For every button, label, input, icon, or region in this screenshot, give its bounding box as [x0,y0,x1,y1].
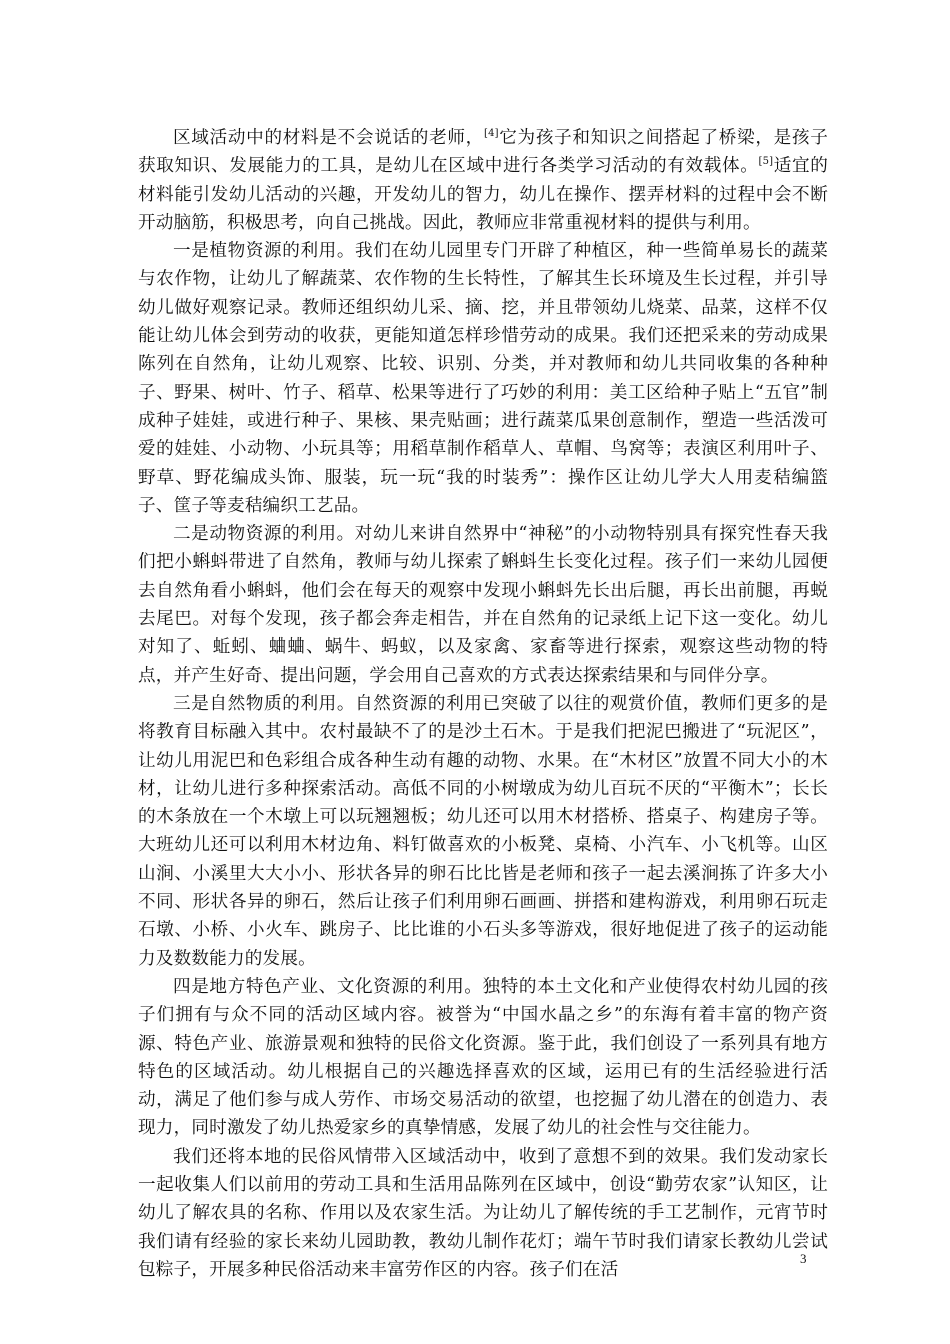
paragraph-materials [138,124,828,237]
paragraph-text: 适宜的材料能引发幼儿活动的兴趣，开发幼儿的智力，幼儿在操作、摆弄材料的过程中会不断开动脑筋，积极思考，向自己挑战。因此，教师应非常重视材料的提供与利用。 [138,156,828,233]
document-body [138,124,828,1284]
paragraph-plant-resources: 一是植物资源的利用。我们在幼儿园里专门开辟了种植区，种一些简单易长的蔬菜与农作物，让幼儿了解蔬菜、农作物的生长特性，了解其生长环境及生长过程，并引导幼儿做好观察记录。教师还组织幼儿采、摘、挖，并且带领幼儿烧菜、品菜，这样不仅能让幼儿体会到劳动的收获，更能知道怎样珍惜劳动的成果。我们还把采来的劳动成果陈列在自然角，让幼儿观察、比较、识别、分类，并对教师和幼儿共同收集的各种种子、野果、树叶、竹子、稻草、松果等进行了巧妙的利用：美工区给种子贴上“五官”制成种子娃娃，或进行种子、果核、果壳贴画；进行蔬菜瓜果创意制作，塑造一些活泼可爱的娃娃、小动物、小玩具等；用稻草制作稻草人、草帽、鸟窝等；表演区利用叶子、野草、野花编成头饰、服装，玩一玩“我的时装秀”：操作区让幼儿学大人用麦秸编篮子、筐子等麦秸编织工艺品。 [138,241,828,516]
citation-5: [5] [758,156,774,168]
paragraph-folk-customs: 我们还将本地的民俗风情带入区域活动中，收到了意想不到的效果。我们发动家长一起收集人们以前用的劳动工具和生活用品陈列在区域中，创设“勤劳农家”认知区，让幼儿了解农具的名称、作用以及农家生活。为让幼儿了解传统的手工艺制作，元宵节时我们请有经验的家长来幼儿园助教，教幼儿制作花灯；端午节时我们请家长教幼儿尝试包粽子，开展多种民俗活动来丰富劳作区的内容。孩子们在活 [138,1146,828,1280]
paragraph-local-culture: 四是地方特色产业、文化资源的利用。独特的本土文化和产业使得农村幼儿园的孩子们拥有与众不同的活动区域内容。被誉为“中国水晶之乡”的东海有着丰富的物产资源、特色产业、旅游景观和独特的民俗文化资源。鉴于此，我们创设了一系列具有地方特色的区域活动。幼儿根据自己的兴趣选择喜欢的区域，运用已有的生活经验进行活动，满足了他们参与成人劳作、市场交易活动的欲望，也挖掘了幼儿潜在的创造力、表现力，同时激发了幼儿热爱家乡的真挚情感，发展了幼儿的社会性与交往能力。 [138,976,828,1139]
paragraph-animal-resources: 二是动物资源的利用。对幼儿来讲自然界中“神秘”的小动物特别具有探究性春天我们把小蝌蚪带进了自然角，教师与幼儿探索了蝌蚪生长变化过程。孩子们一来幼儿园便去自然角看小蝌蚪，他们会在每天的观察中发现小蝌蚪先长出后腿，再长出前腿，再蜕去尾巴。对每个发现，孩子都会奔走相告，并在自然角的记录纸上记下这一变化。幼儿对知了、蚯蚓、蛐蛐、蜗牛、蚂蚁，以及家禽、家畜等进行探索，观察这些动物的特点，并产生好奇、提出问题，学会用自己喜欢的方式表达探索结果和与同伴分享。 [138,524,828,686]
paragraph-text: 它为孩子和知识之间搭起了桥梁，是孩子获取知识、发展能力的工具，是幼儿在区域中进行各类学习活动的有效载体。 [138,128,828,177]
paragraph-natural-materials: 三是自然物质的利用。自然资源的利用已突破了以往的观赏价值，教师们更多的是将教育目标融入其中。农村最缺不了的是沙土石木。于是我们把泥巴搬进了“玩泥区”，让幼儿用泥巴和色彩组合成各种生动有趣的动物、水果。在“木材区”放置不同大小的木材，让幼儿进行多种探索活动。高低不同的小树墩成为幼儿百玩不厌的“平衡木”；长长的木条放在一个木墩上可以玩翘翘板；幼儿还可以用木材搭桥、搭桌子、构建房子等。大班幼儿还可以利用木材边角、料钉做喜欢的小板凳、桌椅、小汽车、小飞机等。山区山涧、小溪里大大小小、形状各异的卵石比比皆是老师和孩子一起去溪涧拣了许多大小不同、形状各异的卵石，然后让孩子们利用卵石画画、拼搭和建构游戏，利用卵石玩走石墩、小桥、小火车、跳房子、比比谁的小石头多等游戏，很好地促进了孩子的运动能力及数数能力的发展。 [138,693,828,969]
page-number: 3 [800,1251,807,1266]
paragraph-text: 区域活动中的材料是不会说话的老师， [173,128,484,148]
citation-4: [4] [483,128,499,140]
